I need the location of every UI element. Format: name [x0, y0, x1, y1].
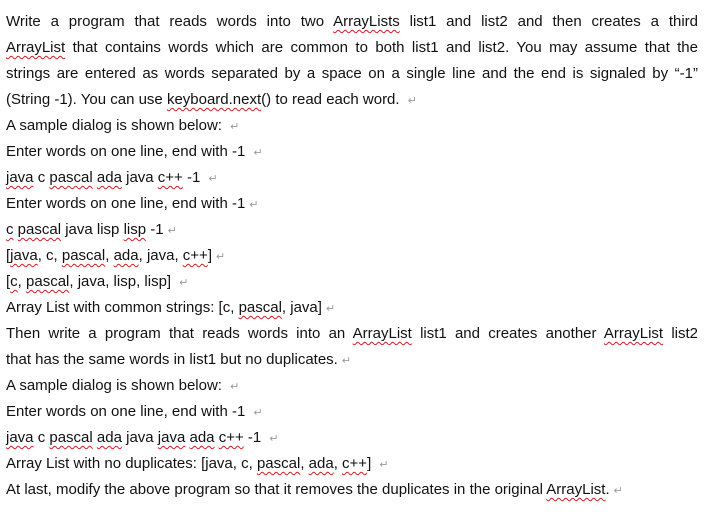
spellcheck-word: c++ [218, 429, 244, 446]
text-line [6, 375, 239, 397]
text-run: Array List with common strings: [c, [6, 299, 239, 316]
spellcheck-word: lisp [123, 221, 147, 238]
text-line [6, 323, 698, 345]
spellcheck-word: java [6, 429, 34, 446]
text-line [6, 115, 239, 137]
text-run: , [17, 273, 27, 290]
spellcheck-word: ArrayLists [333, 13, 400, 30]
text-line [6, 219, 177, 241]
paragraph-mark-icon: ↵ [253, 147, 263, 159]
text-run: c [33, 429, 50, 446]
text-run: that contains words which are common to both list1 and list2. You may assume that the [65, 39, 698, 56]
text-line [6, 141, 263, 163]
spellcheck-word: pascal [49, 169, 93, 186]
text-run: , java] [281, 299, 322, 316]
text-run: java [121, 169, 158, 186]
spellcheck-word: pascal [17, 221, 62, 238]
text-run: , java, lisp, lisp] [69, 273, 176, 290]
text-run: list1 and list2 and then creates a third [399, 13, 699, 30]
spellcheck-word: c++ [182, 247, 208, 264]
spellcheck-word: pascal [49, 429, 93, 446]
paragraph-mark-icon: ↵ [325, 303, 336, 315]
spellcheck-word: pascal [61, 247, 106, 264]
spellcheck-word: ada [113, 247, 139, 264]
text-run: -1 [243, 429, 266, 446]
text-line [6, 453, 389, 475]
text-line [6, 427, 279, 449]
spellcheck-word: ArrayList [6, 39, 66, 56]
text-run: that has the same words in list1 but no duplicates. [6, 351, 338, 368]
text-line [6, 401, 263, 423]
text-line [6, 245, 225, 267]
text-run: [ [6, 273, 11, 290]
text-run: list1 and creates another [411, 325, 604, 342]
text-run: ] [207, 247, 212, 264]
paragraph-mark-icon: ↵ [253, 407, 263, 419]
text-run: Enter words on one line, end with -1 [6, 195, 246, 212]
text-line [6, 89, 417, 111]
text-line [6, 271, 188, 293]
text-run: Enter words on one line, end with -1 [6, 143, 250, 160]
paragraph-mark-icon: ↵ [341, 355, 352, 367]
text-run: A sample dialog is shown below: [6, 377, 227, 394]
spellcheck-word: c [10, 273, 18, 290]
paragraph-mark-icon: ↵ [269, 433, 279, 445]
paragraph-mark-icon: ↵ [216, 251, 226, 263]
text-run: -1 [182, 169, 205, 186]
spellcheck-word: ArrayList [603, 325, 664, 342]
text-run: list2 [663, 325, 698, 342]
spellcheck-word: ArrayList [352, 325, 412, 342]
text-line [6, 37, 698, 59]
paragraph-mark-icon: ↵ [167, 225, 177, 237]
spellcheck-word: c++ [157, 169, 183, 186]
paragraph-mark-icon: ↵ [208, 173, 218, 185]
spellcheck-word: pascal [26, 273, 70, 290]
text-run: , [333, 455, 343, 472]
text-line [6, 167, 218, 189]
text-run: Write a program that reads words into two [6, 13, 334, 30]
spellcheck-word: pascal [238, 299, 282, 316]
spellcheck-word: ada [96, 429, 122, 446]
text-run: ] [367, 455, 376, 472]
text-line [6, 479, 623, 501]
text-run: , java, [138, 247, 183, 264]
spellcheck-word: java [10, 247, 38, 264]
text-run: , [105, 247, 114, 264]
spellcheck-word: pascal [256, 455, 301, 472]
paragraph-mark-icon: ↵ [407, 95, 417, 107]
text-run: -1 [146, 221, 164, 238]
spellcheck-word: ada [308, 455, 334, 472]
paragraph-mark-icon: ↵ [613, 485, 623, 497]
spellcheck-word: java [157, 429, 186, 446]
text-run: , c, [37, 247, 62, 264]
paragraph-mark-icon: ↵ [249, 199, 259, 211]
paragraph-mark-icon: ↵ [379, 459, 389, 471]
text-run: strings are entered as words separated by a space on a single line and the end is signaled by “-1” [6, 65, 698, 82]
text-run: java [121, 429, 158, 446]
text-line [6, 63, 698, 85]
text-run: At last, modify the above program so that it removes the duplicates in the original [6, 481, 547, 498]
text-run: , [300, 455, 309, 472]
spellcheck-word: ada [189, 429, 215, 446]
spellcheck-word: c++ [342, 455, 368, 472]
spellcheck-word: keyboard.next [166, 91, 262, 108]
text-line [6, 193, 259, 215]
text-run: (String -1). You can use [6, 91, 167, 108]
spellcheck-word: java [6, 169, 34, 186]
text-line [6, 11, 698, 33]
text-run: () to read each word. [261, 91, 404, 108]
text-run: Then write a program that reads words into an [6, 325, 353, 342]
paragraph-mark-icon: ↵ [230, 121, 240, 133]
paragraph-mark-icon: ↵ [230, 381, 240, 393]
text-run: java lisp [61, 221, 124, 238]
paragraph-mark-icon: ↵ [179, 277, 189, 289]
text-run: A sample dialog is shown below: [6, 117, 227, 134]
text-run: . [605, 481, 610, 498]
spellcheck-word: c [6, 221, 14, 238]
spellcheck-word: ArrayList [546, 481, 606, 498]
text-line [6, 349, 351, 371]
text-run: Array List with no duplicates: [java, c, [6, 455, 257, 472]
spellcheck-word: ada [96, 169, 122, 186]
text-run: [ [6, 247, 11, 264]
text-run: Enter words on one line, end with -1 [6, 403, 250, 420]
text-run: c [33, 169, 50, 186]
text-line [6, 297, 335, 319]
